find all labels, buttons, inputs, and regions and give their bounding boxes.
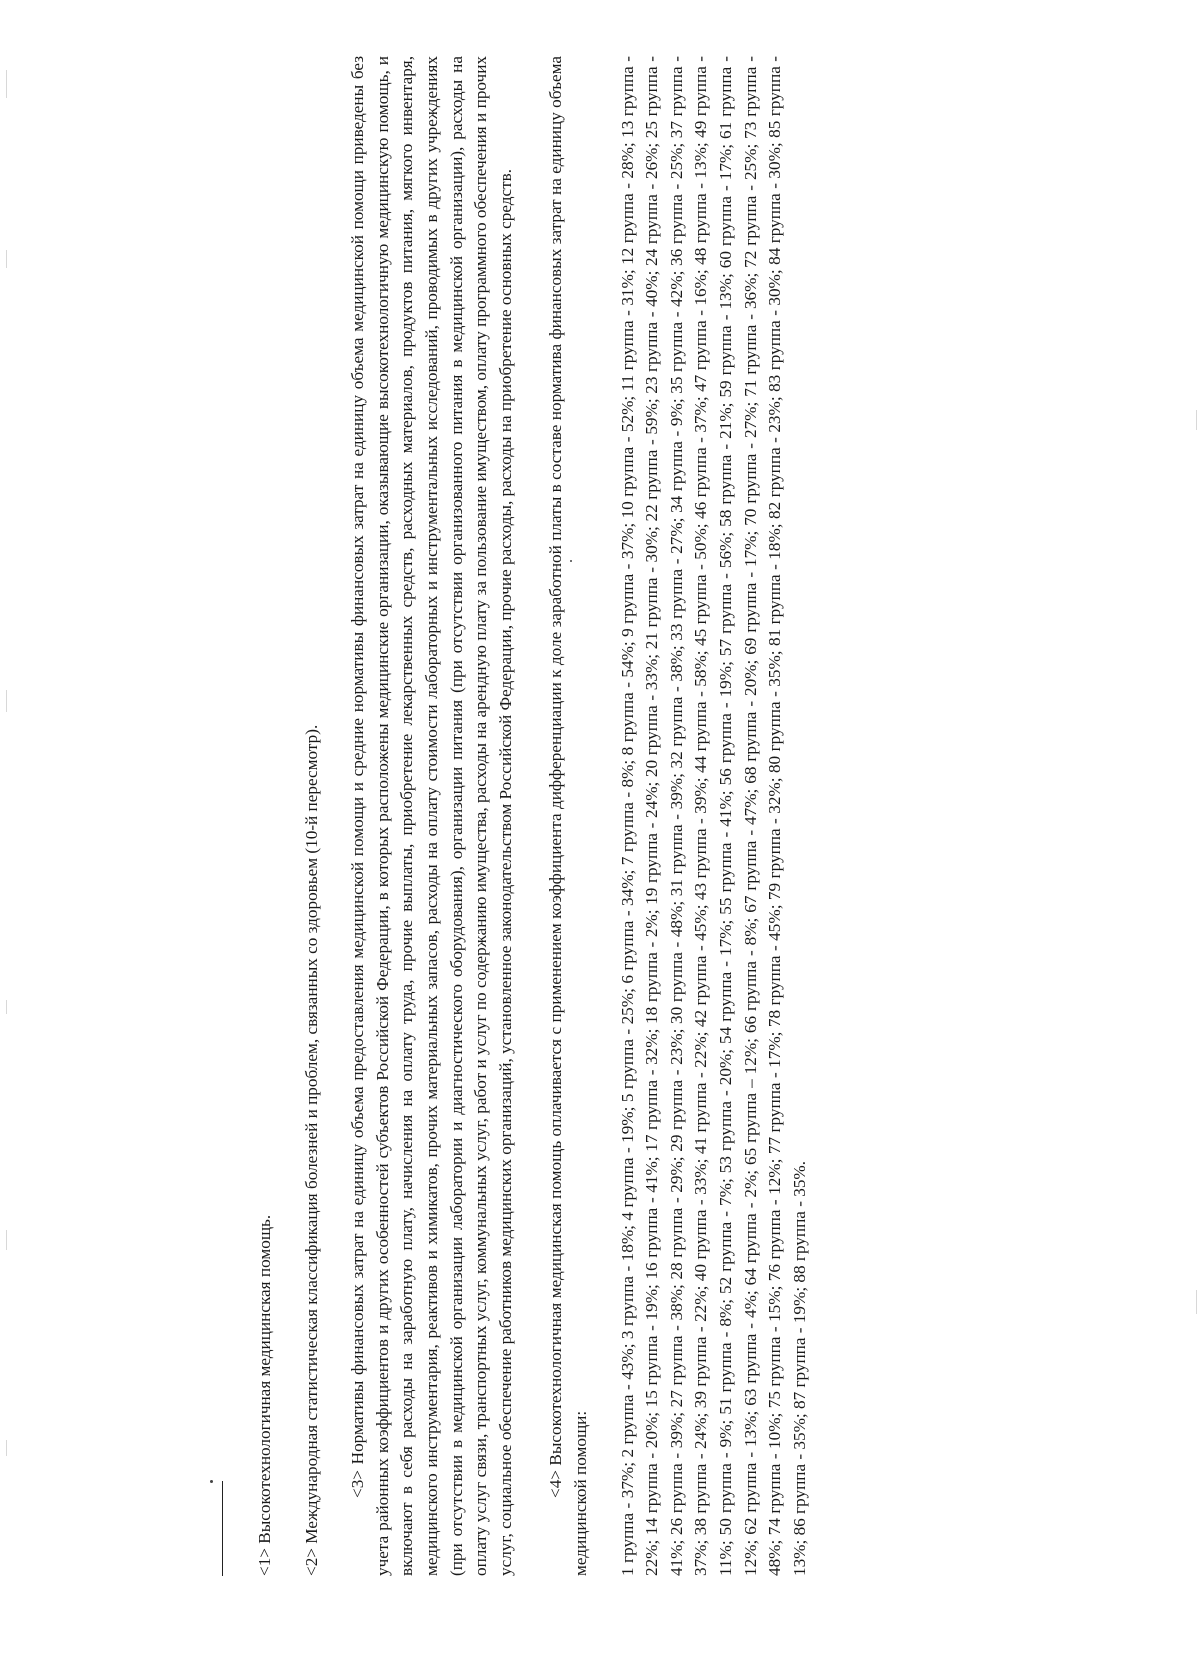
scan-edge-mark [6,70,7,98]
footnote-4-group-coefficients: 1 группа - 37%; 2 группа - 43%; 3 группа - 18%; 4 группа - 19%; 5 группа - 25%; 6 группа - 34%; 7 группа - 8%; 8 группа - 54%; 9 группа - 37%; 10 группа - 52%; 11 группа - 31%; 12 группа - 28%; 13 группа - 22%; 14 группа - 20%; 15 группа - 19%; 16 группа - 41%; 17 группа - 32%; 18 группа - 2%; 19 группа - 24%; 20 группа - 33%; 21 группа - 30%; 22 группа - 59%; 23 группа - 40%; 24 группа - 26%; 25 группа - 41%; 26 группа - 39%; 27 группа - 38%; 28 группа - 29%; 29 группа - 23%; 30 группа - 48%; 31 группа - 39%; 32 группа - 38%; 33 группа - 27%; 34 группа - 9%; 35 группа - 42%; 36 группа - 25%; 37 группа - 37%; 38 группа - 24%; 39 группа - 22%; 40 группа - 33%; 41 группа - 22%; 42 группа - 45%; 43 группа - 39%; 44 группа - 58%; 45 группа - 50%; 46 группа - 37%; 47 группа - 16%; 48 группа - 13%; 49 группа - 11%; 50 группа - 9%; 51 группа - 8%; 52 группа - 7%; 53 группа - 20%; 54 группа - 17%; 55 группа - 41%; 56 группа - 19%; 57 группа - 56%; 58 группа - 21%; 59 группа - 13%; 60 группа - 17%; 61 группа - 12%; 62 группа - 13%; 63 группа - 4%; 64 группа - 2%; 65 группа – 12%; 66 группа - 8%; 67 группа - 47%; 68 группа - 20%; 69 группа - 17%; 70 группа - 27%; 71 группа - 36%; 72 группа - 25%; 73 группа - 48%; 74 группа - 10%; 75 группа - 15%; 76 группа - 12%; 77 группа - 17%; 78 группа - 45%; 79 группа - 32%; 80 группа - 35%; 81 группа - 18%; 82 группа - 23%; 83 группа - 30%; 84 группа - 30%; 85 группа - 13%; 86 группа - 35%; 87 группа - 19%; 88 группа - 35%. [617,56,809,1576]
scan-speck [210,1480,213,1483]
scan-edge-mark [6,250,7,268]
scan-edge-mark [6,1440,7,1456]
footnote-3: <3> Нормативы финансовых затрат на единицу объема предоставления медицинской помощи и средние нормативы финансовых затрат на единицу объема медицинской помощи приведены без учета районных коэффициентов и других особенностей субъектов Российской Федерации, в которых расположены медицинские организации, оказывающие высокотехнологичную медицинскую помощь, и включают в себя расходы на заработную плату, начисления на оплату труда, прочие выплаты, приобретение лекарственных средств, расходных материалов, продуктов питания, мягкого инвентаря, медицинского инструментария, реактивов и химикатов, прочих материальных запасов, расходы на оплату стоимости лабораторных и инструментальных исследований, проводимых в других учреждениях (при отсутствии в медицинской организации лаборатории и диагностического оборудования), организации питания (при отсутствии организованного питания в медицинской организации), расходы на оплату услуг связи, транспортных услуг, коммунальных услуг, работ и услуг по содержанию имущества, расходы на арендную плату за пользование имуществом, оплату программного обеспечения и прочих услуг, социальное обеспечение работников медицинских организаций, установленное законодательством Российской Федерации, прочие расходы, расходы на приобретение основных средств. [348,56,515,1576]
footnote-1: <1> Высокотехнологичная медицинская помощь. [255,1214,274,1576]
scan-edge-mark [1196,410,1197,430]
footnotes-block [222,56,1002,1576]
footnote-4-intro: <4> Высокотехнологичная медицинская помощь оплачивается с применением коэффициента дифференциации к доле заработной платы в составе норматива финансовых затрат на единицу объема медицинской помощи: [546,56,590,1576]
scan-edge-mark [1196,1290,1197,1314]
scan-edge-mark [6,1230,7,1250]
footnote-separator-rule [222,1481,223,1576]
footnote-2: <2> Международная статистическая классификация болезней и проблем, связанных со здоровьем (10-й пересмотр). [301,724,321,1576]
scan-edge-mark [6,690,7,712]
scan-edge-mark [6,1000,7,1014]
